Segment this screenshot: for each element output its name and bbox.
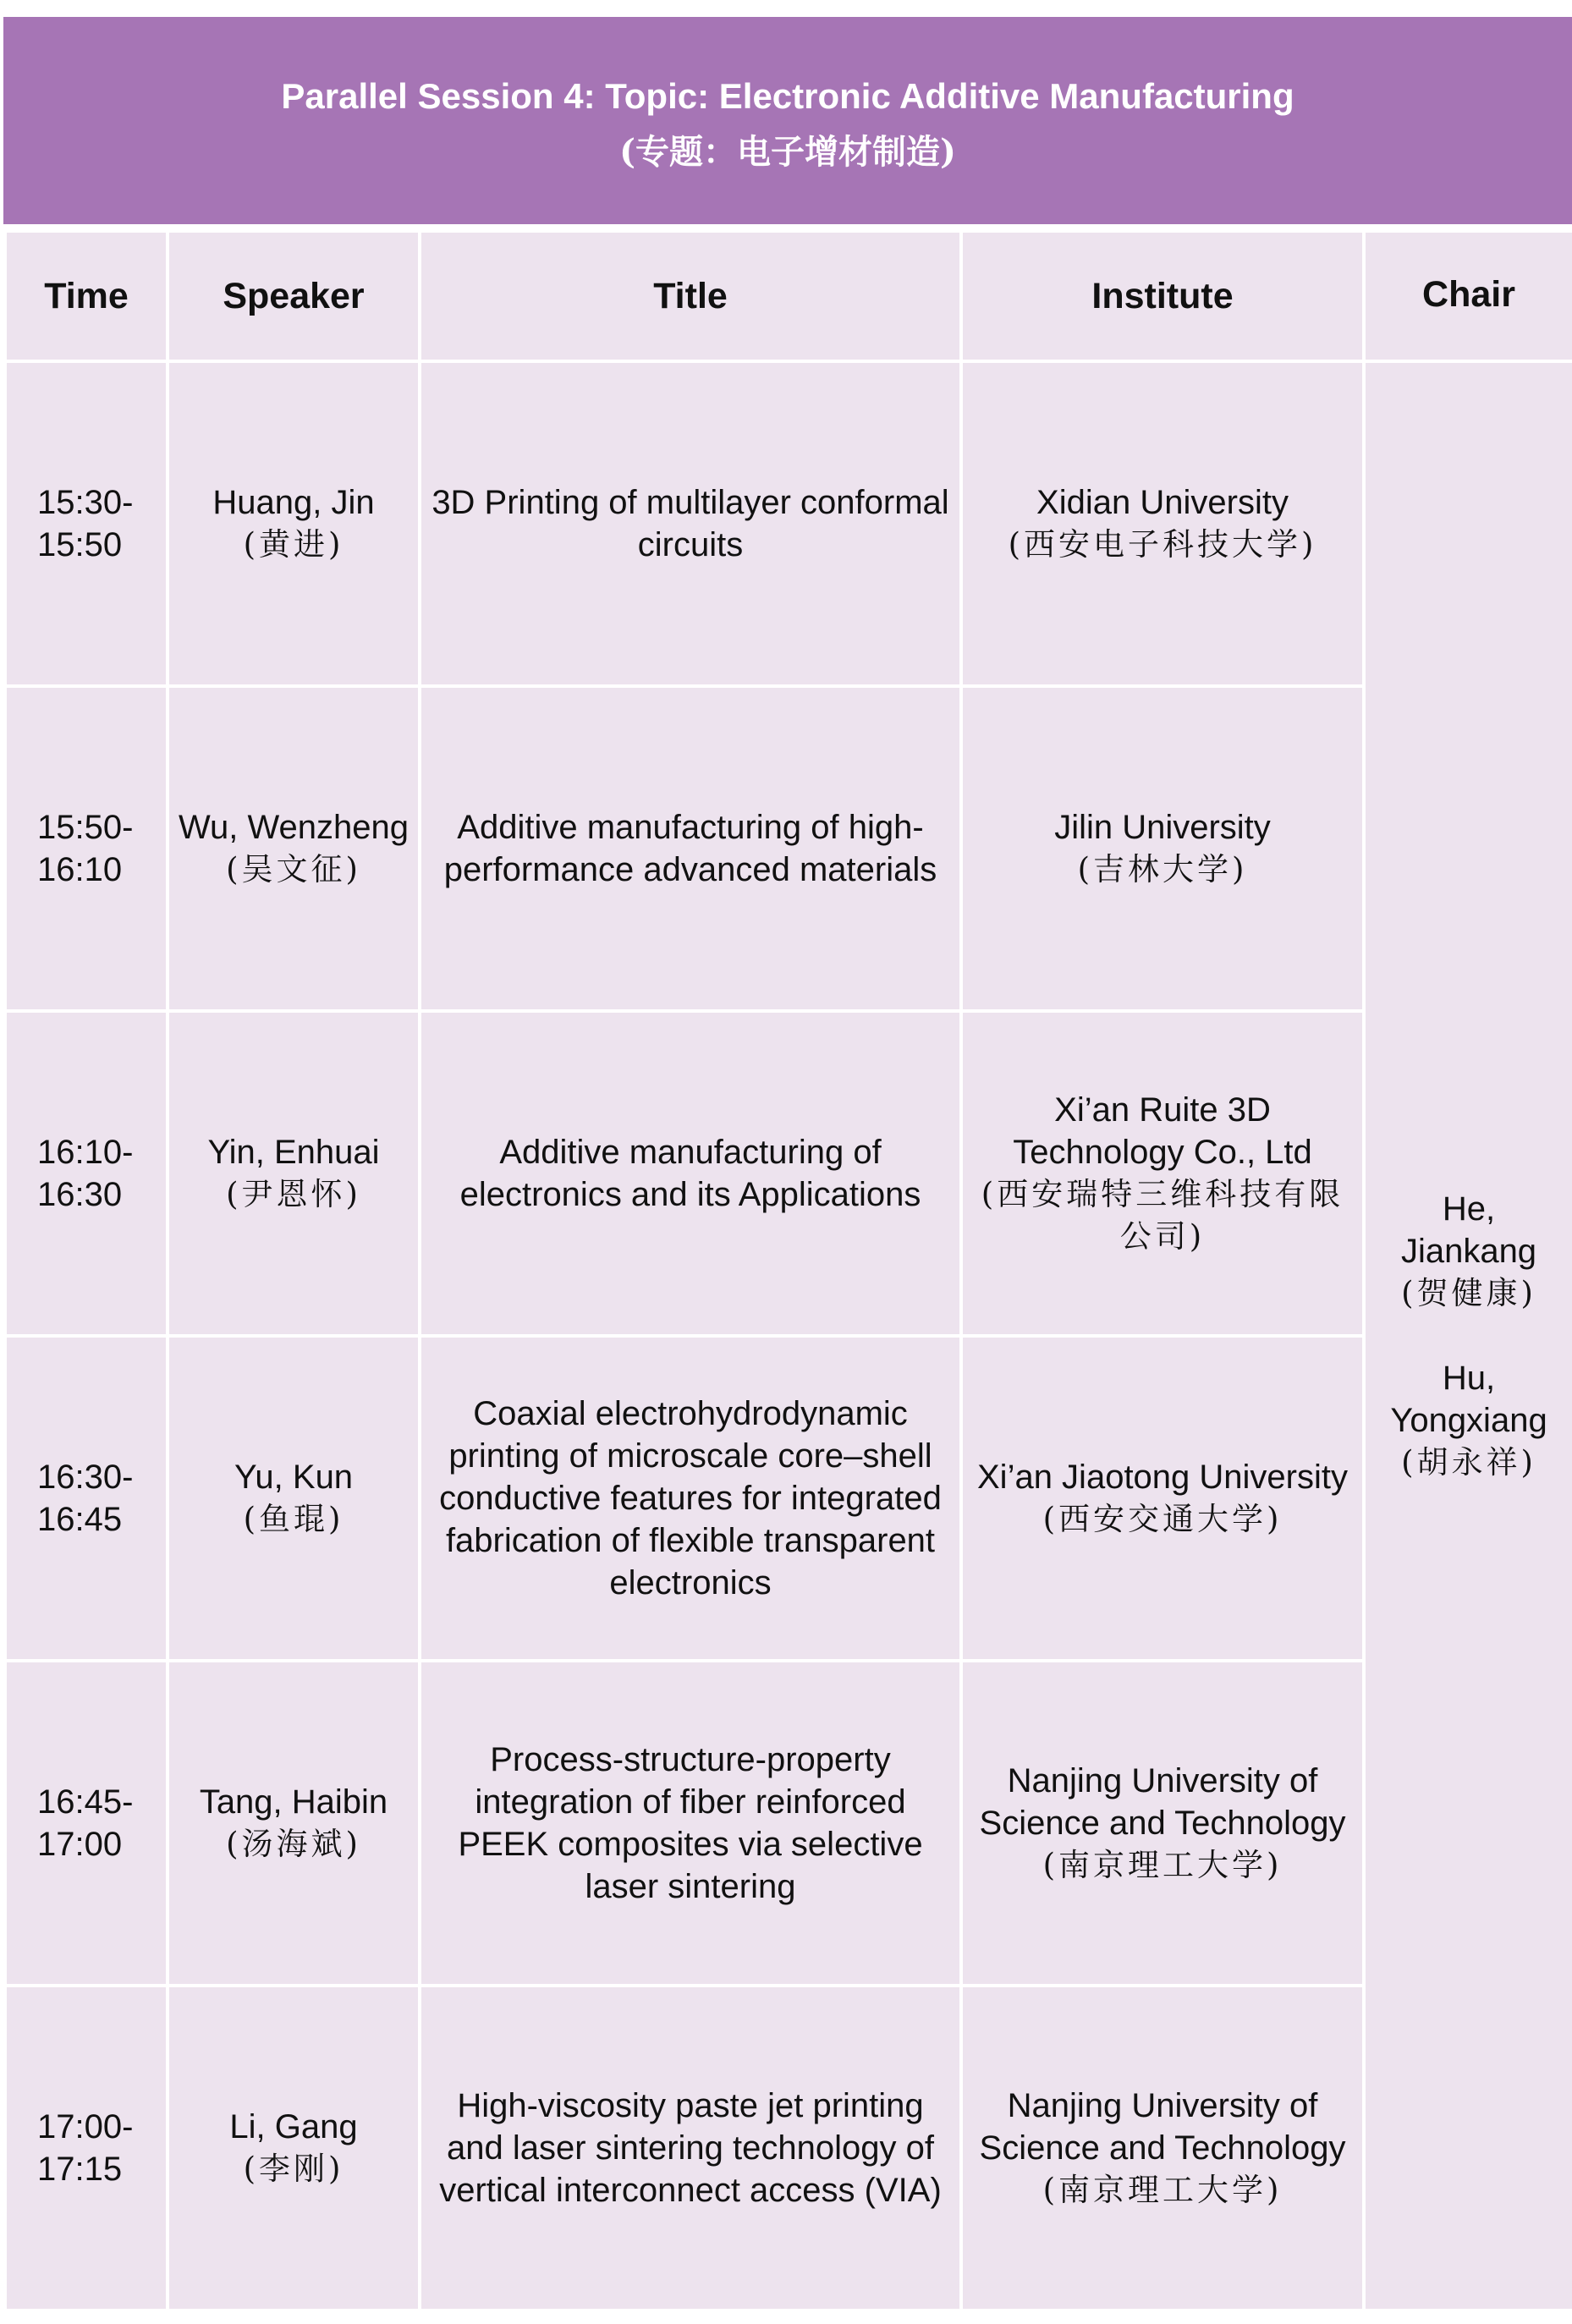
institute-name: Xidian University <box>1036 484 1289 521</box>
speaker-name-cn: (汤海斌) <box>226 1826 361 1862</box>
table-row <box>5 1336 1572 1661</box>
institute-name-cn: (吉林大学) <box>1077 851 1248 887</box>
institute-name-cn: (西安瑞特三维科技有限公司) <box>981 1176 1344 1255</box>
institute-cell <box>961 686 1364 1011</box>
speaker-cell <box>168 686 420 1011</box>
chair-name: He, Jiankang <box>1400 1190 1537 1270</box>
column-header-chair: Chair <box>1364 231 1572 361</box>
institute-name-cn: (南京理工大学) <box>1042 2172 1283 2208</box>
time-end: 17:15 <box>37 2151 123 2188</box>
chair-entry <box>1372 1188 1565 1315</box>
title-cell: Coaxial electrohydrodynamic printing of microscale core–shell conductive features for integrated fabrication of flexible transparent electronics <box>420 1336 961 1661</box>
column-header-speaker: Speaker <box>168 231 420 361</box>
column-header-institute: Institute <box>961 231 1364 361</box>
title-cell: Additive manufacturing of high-performance advanced materials <box>420 686 961 1011</box>
time-cell <box>5 1661 168 1986</box>
time-cell <box>5 1986 168 2310</box>
schedule-table <box>3 229 1572 2312</box>
speaker-name-cn: (吴文征) <box>226 851 361 887</box>
time-start: 15:30- <box>37 484 134 521</box>
institute-name: Jilin University <box>1054 809 1271 846</box>
institute-name: Xi’an Ruite 3D Technology Co., Ltd <box>1013 1091 1312 1171</box>
time-cell <box>5 361 168 686</box>
speaker-cell <box>168 1336 420 1661</box>
speaker-name: Yu, Kun <box>234 1459 354 1496</box>
speaker-name: Huang, Jin <box>212 484 375 521</box>
session-sheet <box>3 17 1572 2312</box>
chair-cell <box>1364 361 1572 2310</box>
time-start: 15:50- <box>37 809 134 846</box>
chair-name-cn: (贺健康) <box>1401 1275 1536 1311</box>
speaker-cell <box>168 361 420 686</box>
title-cell: Additive manufacturing of electronics and its Applications <box>420 1011 961 1336</box>
title-cell: 3D Printing of multilayer conformal circuits <box>420 361 961 686</box>
speaker-name: Wu, Wenzheng <box>178 809 409 846</box>
time-cell <box>5 1336 168 1661</box>
time-start: 17:00- <box>37 2108 134 2145</box>
institute-name: Nanjing University of Science and Technology <box>979 1762 1346 1842</box>
title-cell: High-viscosity paste jet printing and laser sintering technology of vertical interconnect access (VIA) <box>420 1986 961 2310</box>
institute-cell <box>961 1011 1364 1336</box>
session-subtitle: (专题：电子增材制造) <box>619 131 956 172</box>
speaker-name-cn: (尹恩怀) <box>226 1176 361 1212</box>
speaker-name: Yin, Enhuai <box>207 1134 380 1171</box>
column-header-title: Title <box>420 231 961 361</box>
time-end: 16:30 <box>37 1176 123 1213</box>
table-row <box>5 361 1572 686</box>
institute-name-cn: (西安电子科技大学) <box>1008 526 1317 563</box>
speaker-cell <box>168 1011 420 1336</box>
header-row <box>5 231 1572 361</box>
chair-name-cn: (胡永祥) <box>1401 1444 1536 1481</box>
table-row <box>5 1011 1572 1336</box>
table-row <box>5 1661 1572 1986</box>
session-title: Parallel Session 4: Topic: Electronic Additive Manufacturing <box>281 75 1294 116</box>
institute-cell <box>961 1661 1364 1986</box>
time-end: 17:00 <box>37 1826 123 1863</box>
institute-name-cn: (南京理工大学) <box>1042 1847 1283 1883</box>
column-header-time: Time <box>5 231 168 361</box>
title-cell: Process-structure-property integration of fiber reinforced PEEK composites via selective laser sintering <box>420 1661 961 1986</box>
institute-cell <box>961 361 1364 686</box>
session-banner <box>3 17 1572 224</box>
chair-name: Hu, Yongxiang <box>1390 1360 1547 1439</box>
time-start: 16:30- <box>37 1459 134 1496</box>
speaker-name-cn: (黄进) <box>243 526 344 563</box>
speaker-name-cn: (鱼琨) <box>243 1501 344 1537</box>
institute-cell <box>961 1986 1364 2310</box>
time-cell <box>5 1011 168 1336</box>
chair-entry <box>1372 1357 1565 1484</box>
time-start: 16:45- <box>37 1783 134 1821</box>
speaker-cell <box>168 1661 420 1986</box>
time-end: 16:10 <box>37 851 123 888</box>
time-end: 15:50 <box>37 526 123 563</box>
table-row <box>5 686 1572 1011</box>
speaker-name: Tang, Haibin <box>199 1783 388 1821</box>
institute-name: Nanjing University of Science and Technology <box>979 2087 1346 2167</box>
speaker-name-cn: (李刚) <box>243 2151 344 2187</box>
institute-name: Xi’an Jiaotong University <box>977 1459 1348 1496</box>
institute-cell <box>961 1336 1364 1661</box>
speaker-cell <box>168 1986 420 2310</box>
speaker-name: Li, Gang <box>229 2108 358 2145</box>
table-row <box>5 1986 1572 2310</box>
time-cell <box>5 686 168 1011</box>
time-end: 16:45 <box>37 1501 123 1538</box>
institute-name-cn: (西安交通大学) <box>1042 1501 1283 1537</box>
time-start: 16:10- <box>37 1134 134 1171</box>
